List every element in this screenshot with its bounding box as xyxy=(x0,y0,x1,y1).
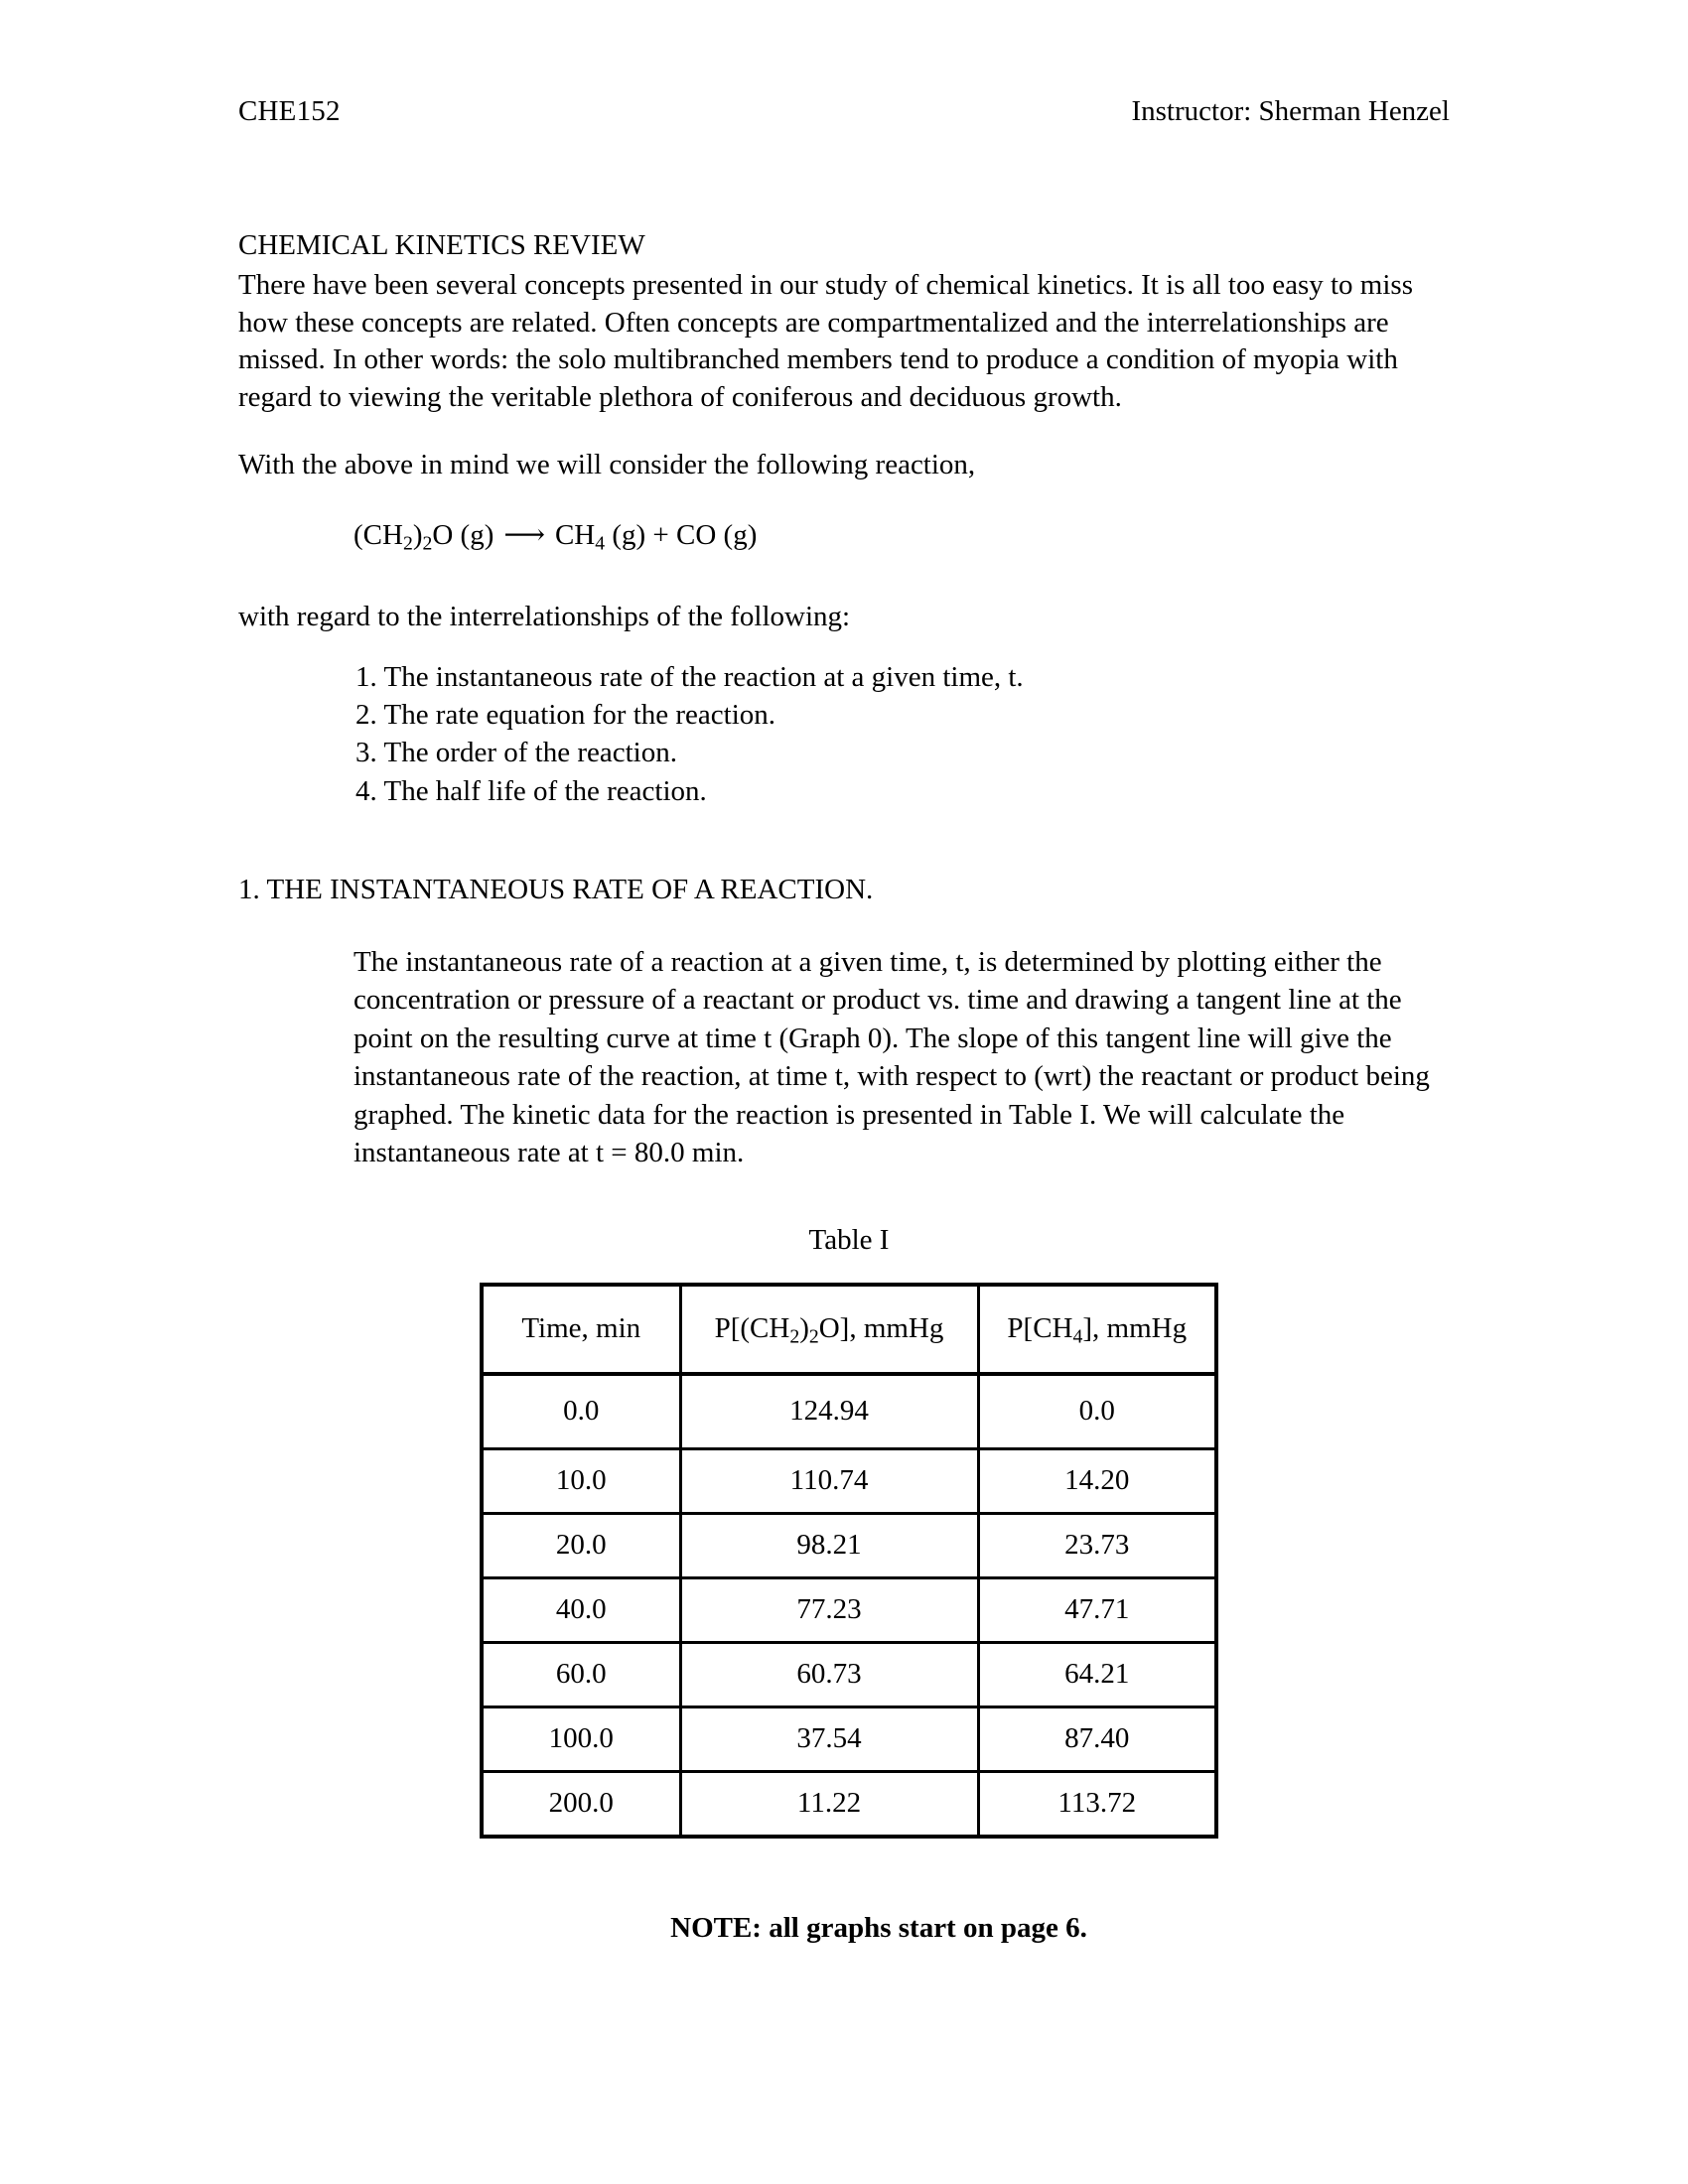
section-heading: 1. THE INSTANTANEOUS RATE OF A REACTION. xyxy=(238,873,874,905)
table-caption: Table I xyxy=(808,1223,890,1256)
kinetics-data-table xyxy=(480,1283,1218,1839)
equation-reactant: $(CH_2)_2O$ (g) xyxy=(353,519,494,555)
cell-time: 20.0 xyxy=(482,1513,680,1577)
list-item: 4. The half life of the reaction. xyxy=(355,774,707,807)
list-item: 3. The order of the reaction. xyxy=(355,737,677,769)
reaction-arrow-icon: ⟶ xyxy=(503,519,545,552)
list-item: 1. The instantaneous rate of the reaction at a given time, t. xyxy=(355,660,1024,693)
page-content xyxy=(238,95,1460,1945)
table-body xyxy=(482,1374,1216,1837)
table-container xyxy=(238,1283,1460,1839)
cell-time: 100.0 xyxy=(482,1706,680,1771)
cell-p-ether: 37.54 xyxy=(680,1706,978,1771)
table-header-row xyxy=(482,1285,1216,1374)
cell-time: 10.0 xyxy=(482,1448,680,1513)
column-header-p-ether: $P[(CH_2)_2O]$, mmHg xyxy=(680,1285,978,1374)
cell-time: 40.0 xyxy=(482,1577,680,1642)
table-row xyxy=(482,1706,1216,1771)
table-head xyxy=(482,1285,1216,1374)
cell-p-methane: 14.20 xyxy=(978,1448,1216,1513)
table-row xyxy=(482,1448,1216,1513)
cell-time: 0.0 xyxy=(482,1374,680,1449)
cell-p-ether: 98.21 xyxy=(680,1513,978,1577)
chemical-equation xyxy=(238,517,1460,555)
section-paragraph: The instantaneous rate of a reaction at a given time, t, is determined by plotting either the concentration or pressure of a reactant or product vs. time and drawing a tangent line at the point on the resulting curve at time t (Graph 0). The slope of this tangent line will give the instantaneous rate of the reaction, at time t, with respect to (wrt) the reactant or product being graphed. The kinetic data for the reaction is presented in Table I. We will calculate the instantaneous rate at t = 80.0 min. xyxy=(353,945,1430,1169)
cell-p-methane: 87.40 xyxy=(978,1706,1216,1771)
cell-p-ether: 77.23 xyxy=(680,1577,978,1642)
table-row xyxy=(482,1642,1216,1706)
table-row xyxy=(482,1513,1216,1577)
instructor-name: Instructor: Sherman Henzel xyxy=(1131,95,1450,127)
cell-time: 60.0 xyxy=(482,1642,680,1706)
column-header-p-methane: $P[CH_4]$, mmHg xyxy=(978,1285,1216,1374)
cell-p-methane: 113.72 xyxy=(978,1771,1216,1837)
cell-p-methane: 64.21 xyxy=(978,1642,1216,1706)
document-title: CHEMICAL KINETICS REVIEW xyxy=(238,229,645,262)
table-row xyxy=(482,1577,1216,1642)
cell-p-methane: 23.73 xyxy=(978,1513,1216,1577)
table-row xyxy=(482,1374,1216,1449)
graphs-note: NOTE: all graphs start on page 6. xyxy=(670,1911,1087,1944)
cell-p-ether: 60.73 xyxy=(680,1642,978,1706)
consider-reaction-line: With the above in mind we will consider the following reaction, xyxy=(238,448,976,480)
cell-p-ether: 110.74 xyxy=(680,1448,978,1513)
cell-p-methane: 47.71 xyxy=(978,1577,1216,1642)
interrelationships-line: with regard to the interrelationships of the following: xyxy=(238,601,851,633)
cell-p-ether: 124.94 xyxy=(680,1374,978,1449)
cell-p-ether: 11.22 xyxy=(680,1771,978,1837)
numbered-list xyxy=(238,658,1460,810)
course-code: CHE152 xyxy=(238,95,341,127)
list-item: 2. The rate equation for the reaction. xyxy=(355,699,776,732)
equation-products: $CH_4$ (g) + CO (g) xyxy=(554,519,758,555)
intro-paragraph: There have been several concepts presented in our study of chemical kinetics. It is all too easy to miss how these concepts are related. Often concepts are compartmentalized and the interrelationships are missed. In other words: the solo multibranched members tend to produce a condition of myopia with regard to viewing the veritable plethora of coniferous and deciduous growth. xyxy=(238,269,1413,414)
column-header-time: Time, min xyxy=(482,1285,680,1374)
cell-p-methane: 0.0 xyxy=(978,1374,1216,1449)
page-header xyxy=(238,95,1460,128)
cell-time: 200.0 xyxy=(482,1771,680,1837)
table-row xyxy=(482,1771,1216,1837)
